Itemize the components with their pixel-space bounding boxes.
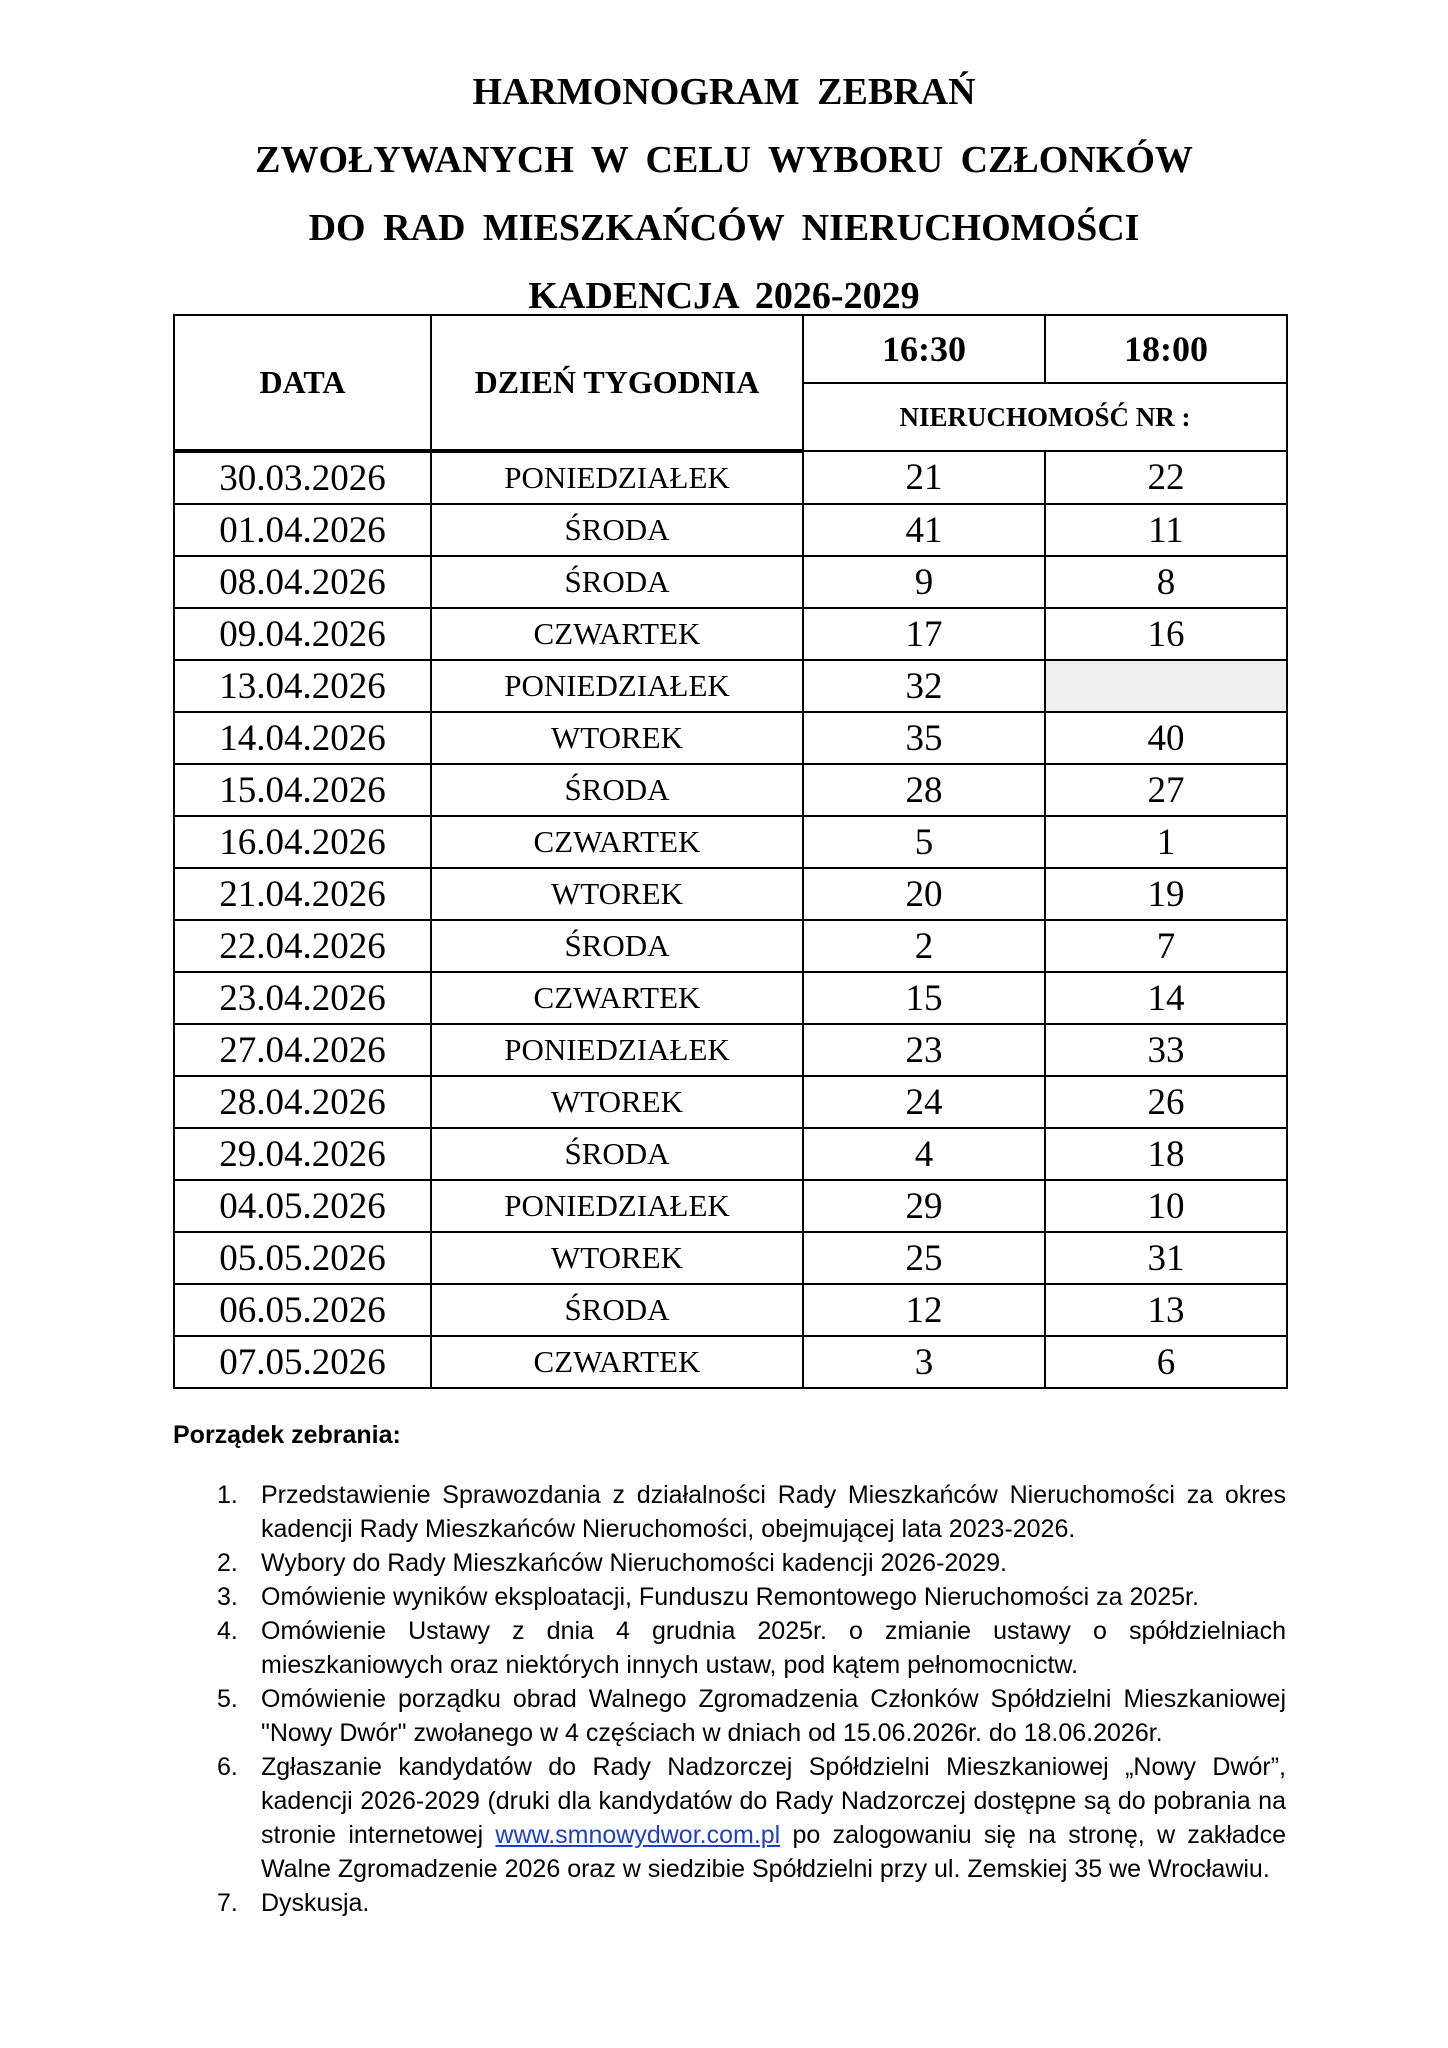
table-row — [174, 1128, 1287, 1180]
cell-date: 30.03.2026 — [174, 451, 431, 504]
cell-property-1630: 28 — [803, 764, 1045, 816]
cell-property-1800 — [1045, 660, 1287, 712]
agenda-item-number: 7. — [217, 1889, 238, 1917]
agenda-item — [173, 1886, 1286, 1920]
cell-weekday: CZWARTEK — [431, 608, 803, 660]
cell-property-1800: 27 — [1045, 764, 1287, 816]
cell-property-1630: 15 — [803, 972, 1045, 1024]
header-weekday: DZIEŃ TYGODNIA — [431, 315, 803, 451]
cell-property-1630: 21 — [803, 451, 1045, 504]
table-row — [174, 1232, 1287, 1284]
agenda-item — [173, 1580, 1286, 1614]
table-row — [174, 920, 1287, 972]
cell-property-1800: 16 — [1045, 608, 1287, 660]
cell-property-1630: 3 — [803, 1336, 1045, 1388]
table-row — [174, 1180, 1287, 1232]
cell-property-1630: 20 — [803, 868, 1045, 920]
title-line: DO RAD MIESZKAŃCÓW NIERUCHOMOŚCI — [308, 207, 1140, 249]
header-date: DATA — [174, 315, 431, 451]
cell-date: 05.05.2026 — [174, 1232, 431, 1284]
cell-weekday: ŚRODA — [431, 504, 803, 556]
schedule-body — [174, 451, 1287, 1388]
table-row — [174, 1024, 1287, 1076]
table-row — [174, 556, 1287, 608]
cell-property-1630: 41 — [803, 504, 1045, 556]
cell-weekday: WTOREK — [431, 1232, 803, 1284]
table-row — [174, 1284, 1287, 1336]
cell-property-1630: 24 — [803, 1076, 1045, 1128]
cell-date: 04.05.2026 — [174, 1180, 431, 1232]
table-row — [174, 972, 1287, 1024]
cell-property-1800: 10 — [1045, 1180, 1287, 1232]
table-row — [174, 660, 1287, 712]
cell-date: 23.04.2026 — [174, 972, 431, 1024]
table-row — [174, 1076, 1287, 1128]
cell-property-1800: 18 — [1045, 1128, 1287, 1180]
cell-date: 27.04.2026 — [174, 1024, 431, 1076]
agenda-item-text: Omówienie Ustawy z dnia 4 grudnia 2025r. o zmianie ustawy o spółdzielniach mieszkaniowych oraz niektórych innych ustaw, pod kątem pełnomocnictw. — [261, 1617, 1286, 1679]
header-property-number: NIERUCHOMOŚĆ NR : — [803, 383, 1287, 451]
cell-weekday: WTOREK — [431, 712, 803, 764]
cell-property-1800: 7 — [1045, 920, 1287, 972]
cell-property-1800: 40 — [1045, 712, 1287, 764]
cell-property-1630: 12 — [803, 1284, 1045, 1336]
cell-weekday: WTOREK — [431, 1076, 803, 1128]
header-time-1630: 16:30 — [803, 315, 1045, 383]
cell-property-1800: 26 — [1045, 1076, 1287, 1128]
agenda-item-text: Wybory do Rady Mieszkańców Nieruchomości kadencji 2026-2029. — [261, 1549, 1007, 1577]
agenda-title: Porządek zebrania: — [173, 1421, 401, 1449]
table-row — [174, 764, 1287, 816]
schedule-table — [173, 314, 1288, 1389]
cell-date: 14.04.2026 — [174, 712, 431, 764]
agenda-list — [173, 1478, 1286, 1920]
cell-property-1800: 6 — [1045, 1336, 1287, 1388]
agenda-item — [173, 1682, 1286, 1750]
cell-weekday: CZWARTEK — [431, 1336, 803, 1388]
table-row — [174, 608, 1287, 660]
cell-property-1630: 5 — [803, 816, 1045, 868]
agenda-item — [173, 1478, 1286, 1546]
cell-date: 07.05.2026 — [174, 1336, 431, 1388]
cell-property-1630: 23 — [803, 1024, 1045, 1076]
cell-weekday: ŚRODA — [431, 920, 803, 972]
table-row — [174, 868, 1287, 920]
cell-weekday: WTOREK — [431, 868, 803, 920]
cell-property-1800: 22 — [1045, 451, 1287, 504]
cell-property-1630: 9 — [803, 556, 1045, 608]
table-row — [174, 816, 1287, 868]
table-row — [174, 451, 1287, 504]
document-title — [0, 58, 1448, 330]
cell-property-1800: 13 — [1045, 1284, 1287, 1336]
cell-property-1800: 19 — [1045, 868, 1287, 920]
agenda-item-text: po zalogowaniu się na stronę, w zakładce Walne Zgromadzenie 2026 oraz w siedzibie Spółdzielni przy ul. Zemskiej 35 we Wrocławiu. — [261, 1821, 1286, 1883]
cell-date: 13.04.2026 — [174, 660, 431, 712]
agenda-item-text: Przedstawienie Sprawozdania z działalności Rady Mieszkańców Nieruchomości za okres kadencji Rady Mieszkańców Nieruchomości, obejmującej lata 2023-2026. — [261, 1481, 1286, 1543]
agenda-item-number: 3. — [217, 1583, 238, 1611]
cell-property-1630: 4 — [803, 1128, 1045, 1180]
cell-weekday: PONIEDZIAŁEK — [431, 1180, 803, 1232]
cell-property-1630: 2 — [803, 920, 1045, 972]
table-row — [174, 1336, 1287, 1388]
cell-property-1630: 32 — [803, 660, 1045, 712]
cell-weekday: ŚRODA — [431, 1128, 803, 1180]
cell-weekday: ŚRODA — [431, 764, 803, 816]
header-time-1800: 18:00 — [1045, 315, 1287, 383]
agenda-item-text: Zgłaszanie kandydatów do Rady Nadzorczej Spółdzielni Mieszkaniowej „Nowy Dwór”, kadencji 2026-2029 (druki dla kandydatów do Rady Nadzorczej dostępne są do pobrania na stronie internetowej — [261, 1753, 1286, 1849]
agenda-item-text: Omówienie wyników eksploatacji, Funduszu Remontowego Nieruchomości za 2025r. — [261, 1583, 1199, 1611]
website-link[interactable]: www.smnowydwor.com.pl — [495, 1821, 781, 1849]
cell-property-1630: 17 — [803, 608, 1045, 660]
cell-property-1630: 29 — [803, 1180, 1045, 1232]
agenda-item-number: 6. — [217, 1753, 238, 1781]
agenda-item-number: 2. — [217, 1549, 238, 1577]
cell-date: 21.04.2026 — [174, 868, 431, 920]
cell-date: 09.04.2026 — [174, 608, 431, 660]
cell-date: 28.04.2026 — [174, 1076, 431, 1128]
cell-property-1800: 1 — [1045, 816, 1287, 868]
cell-property-1800: 11 — [1045, 504, 1287, 556]
title-line: HARMONOGRAM ZEBRAŃ — [472, 71, 976, 113]
cell-date: 08.04.2026 — [174, 556, 431, 608]
agenda-item-text: Dyskusja. — [261, 1889, 370, 1917]
cell-weekday: CZWARTEK — [431, 816, 803, 868]
cell-date: 15.04.2026 — [174, 764, 431, 816]
cell-date: 22.04.2026 — [174, 920, 431, 972]
agenda-item-text: Omówienie porządku obrad Walnego Zgromadzenia Członków Spółdzielni Mieszkaniowej "Nowy Dwór" zwołanego w 4 częściach w dniach od 15.06.2026r. do 18.06.2026r. — [261, 1685, 1286, 1747]
cell-weekday: ŚRODA — [431, 1284, 803, 1336]
meeting-agenda — [173, 1418, 1286, 1920]
cell-property-1630: 35 — [803, 712, 1045, 764]
table-row — [174, 712, 1287, 764]
cell-weekday: CZWARTEK — [431, 972, 803, 1024]
agenda-item-number: 1. — [217, 1481, 238, 1509]
cell-weekday: PONIEDZIAŁEK — [431, 660, 803, 712]
cell-date: 16.04.2026 — [174, 816, 431, 868]
cell-weekday: ŚRODA — [431, 556, 803, 608]
cell-property-1800: 31 — [1045, 1232, 1287, 1284]
cell-date: 06.05.2026 — [174, 1284, 431, 1336]
cell-date: 29.04.2026 — [174, 1128, 431, 1180]
title-line: ZWOŁYWANYCH W CELU WYBORU CZŁONKÓW — [255, 139, 1193, 181]
cell-property-1630: 25 — [803, 1232, 1045, 1284]
cell-weekday: PONIEDZIAŁEK — [431, 1024, 803, 1076]
cell-weekday: PONIEDZIAŁEK — [431, 451, 803, 504]
agenda-item-number: 4. — [217, 1617, 238, 1645]
cell-property-1800: 8 — [1045, 556, 1287, 608]
agenda-item — [173, 1750, 1286, 1886]
cell-property-1800: 33 — [1045, 1024, 1287, 1076]
cell-property-1800: 14 — [1045, 972, 1287, 1024]
title-line: KADENCJA 2026-2029 — [528, 275, 920, 317]
agenda-item — [173, 1614, 1286, 1682]
agenda-item — [173, 1546, 1286, 1580]
cell-date: 01.04.2026 — [174, 504, 431, 556]
table-row — [174, 504, 1287, 556]
agenda-item-number: 5. — [217, 1685, 238, 1713]
